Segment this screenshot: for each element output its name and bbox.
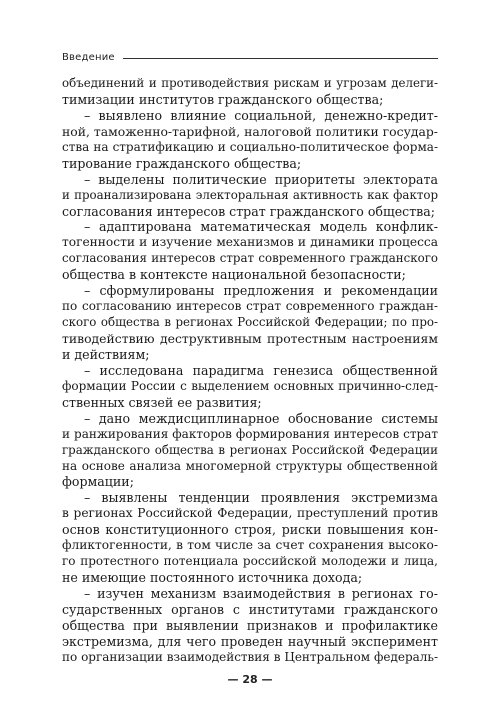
text-line: – исследована парадигма генезиса общественной (84, 362, 438, 378)
running-header (62, 52, 438, 63)
text-line: согласования интересов страт современного гражданского (62, 251, 438, 266)
text-line: тогенности и изучение механизмов и динамики процесса (62, 235, 438, 250)
text-line: на основе анализа многомерной структуры общественной (62, 458, 438, 473)
text-line: – выявлено влияние социальной, денежно-кредит- (84, 107, 438, 123)
text-line: основ конституционного строя, риски повышения кон- (62, 522, 438, 538)
text-line: общества в контексте национальной безопасности; (62, 267, 406, 283)
text-line: не имеющие постоянного источника дохода; (62, 570, 363, 586)
text-line: – адаптирована математическая модель конфлик- (84, 219, 438, 235)
section-title: Введение (62, 52, 115, 63)
text-line: по согласованию интересов страт современного граждан- (62, 299, 438, 314)
text-line: формации; (62, 474, 134, 490)
text-line: гражданского общества в регионах Российской Федерации (62, 442, 438, 457)
text-line: в регионах Российской Федерации, преступлений против (62, 506, 438, 521)
text-line: фликтогенности, в том числе за счет сохранения высоко- (62, 538, 438, 553)
text-line: объединений и противодействия рискам и угрозам делеги- (62, 76, 438, 90)
text-line: тирование гражданского общества; (62, 155, 302, 171)
text-line: го протестного потенциала российской молодежи и лица, (62, 554, 438, 569)
text-line: ства на стратификацию и социально-политическое форма- (62, 139, 438, 154)
text-line: – выделены политические приоритеты электората (84, 171, 438, 187)
text-line: – выявлены тенденции проявления экстремизма (84, 490, 438, 506)
text-line: общества при выявлении признаков и профилактике (62, 617, 438, 633)
text-line: ственных связей ее развития; (62, 394, 262, 410)
page-number: — 28 — (227, 673, 273, 686)
text-line: – сформулированы предложения и рекомендации (84, 283, 438, 299)
text-line: – дано междисциплинарное обоснование системы (84, 410, 438, 426)
text-line: – изучен механизм взаимодействия в регионах го- (84, 586, 438, 601)
text-line: и ранжирования факторов формирования интересов страт (62, 426, 438, 441)
text-line: тиводействию деструктивным протестным настроениям (62, 331, 438, 346)
text-line: формации России с выделением основных причинно-след- (62, 378, 438, 393)
text-line: сударственных органов с институтами гражданского (62, 601, 438, 617)
text-line: и действиям; (62, 346, 150, 362)
text-line: ского общества в регионах Российской Федерации; по про- (62, 315, 438, 330)
text-line: ной, таможенно-тарифной, налоговой политики государ- (62, 123, 438, 139)
text-line: согласования интересов страт гражданского общества; (62, 203, 436, 219)
text-line: по организации взаимодействия в Центральном федераль- (62, 649, 438, 664)
text-line: тимизации институтов гражданского общества; (62, 91, 384, 107)
body-text (62, 76, 438, 666)
text-line: и проанализирована электоральная активность как фактор (62, 187, 438, 202)
text-line: экстремизма, для чего проведен научный эксперимент (62, 633, 438, 649)
header-rule (123, 58, 438, 59)
